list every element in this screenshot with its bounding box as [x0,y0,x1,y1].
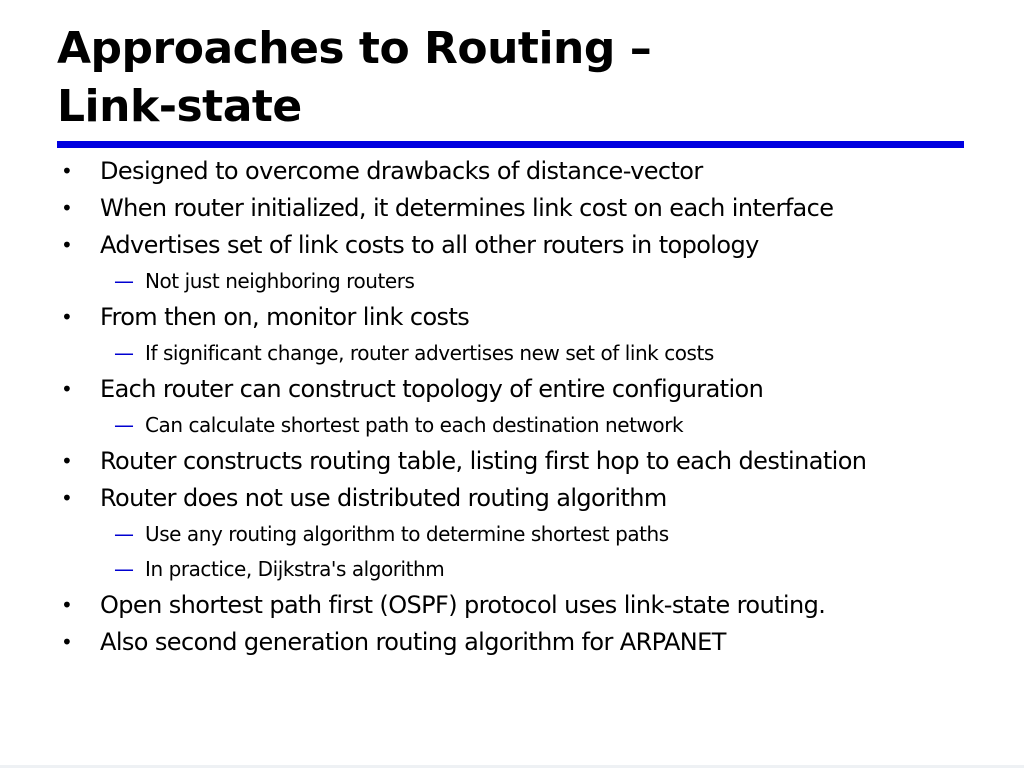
bullet-text: Router does not use distributed routing algorithm [100,484,667,512]
sub-bullet-item [0,408,1024,443]
sub-bullet-item [0,336,1024,371]
sub-bullet-item [0,264,1024,299]
bullet-icon: • [61,233,73,257]
sub-bullet-text: In practice, Dijkstra's algorithm [145,557,445,581]
bullet-list [0,153,1024,661]
slide-title-line-2: Link-state [57,81,302,132]
bullet-item [0,371,1024,408]
title-underline-rule [57,141,964,148]
bullet-item [0,299,1024,336]
bullet-icon: • [61,486,73,510]
sub-bullet-item [0,552,1024,587]
bullet-item [0,624,1024,661]
bullet-icon: • [61,159,73,183]
bullet-text: From then on, monitor link costs [100,303,470,331]
slide-title-line-1: Approaches to Routing – [57,23,652,74]
bullet-item [0,587,1024,624]
bullet-text: Each router can construct topology of entire configuration [100,375,764,403]
sub-bullet-item [0,517,1024,552]
bullet-item [0,480,1024,517]
bullet-text: When router initialized, it determines link cost on each interface [100,194,834,222]
sub-bullet-text: Not just neighboring routers [145,269,415,293]
sub-bullet-text: Use any routing algorithm to determine shortest paths [145,522,669,546]
bullet-text: Designed to overcome drawbacks of distance-vector [100,157,703,185]
bullet-text: Open shortest path first (OSPF) protocol uses link-state routing. [100,591,826,619]
bullet-icon: • [61,196,73,220]
em-dash-icon: — [114,269,134,293]
slide-title [57,20,957,136]
sub-bullet-text: If significant change, router advertises new set of link costs [145,341,714,365]
bullet-item [0,153,1024,190]
bullet-text: Advertises set of link costs to all other routers in topology [100,231,759,259]
em-dash-icon: — [114,413,134,437]
sub-bullet-text: Can calculate shortest path to each destination network [145,413,684,437]
em-dash-icon: — [114,522,134,546]
bullet-icon: • [61,377,73,401]
em-dash-icon: — [114,557,134,581]
bullet-icon: • [61,630,73,654]
bullet-item [0,190,1024,227]
em-dash-icon: — [114,341,134,365]
bullet-icon: • [61,449,73,473]
bullet-icon: • [61,593,73,617]
bullet-text: Also second generation routing algorithm for ARPANET [100,628,726,656]
bullet-text: Router constructs routing table, listing first hop to each destination [100,447,867,475]
bullet-item [0,443,1024,480]
bullet-icon: • [61,305,73,329]
bullet-item [0,227,1024,264]
